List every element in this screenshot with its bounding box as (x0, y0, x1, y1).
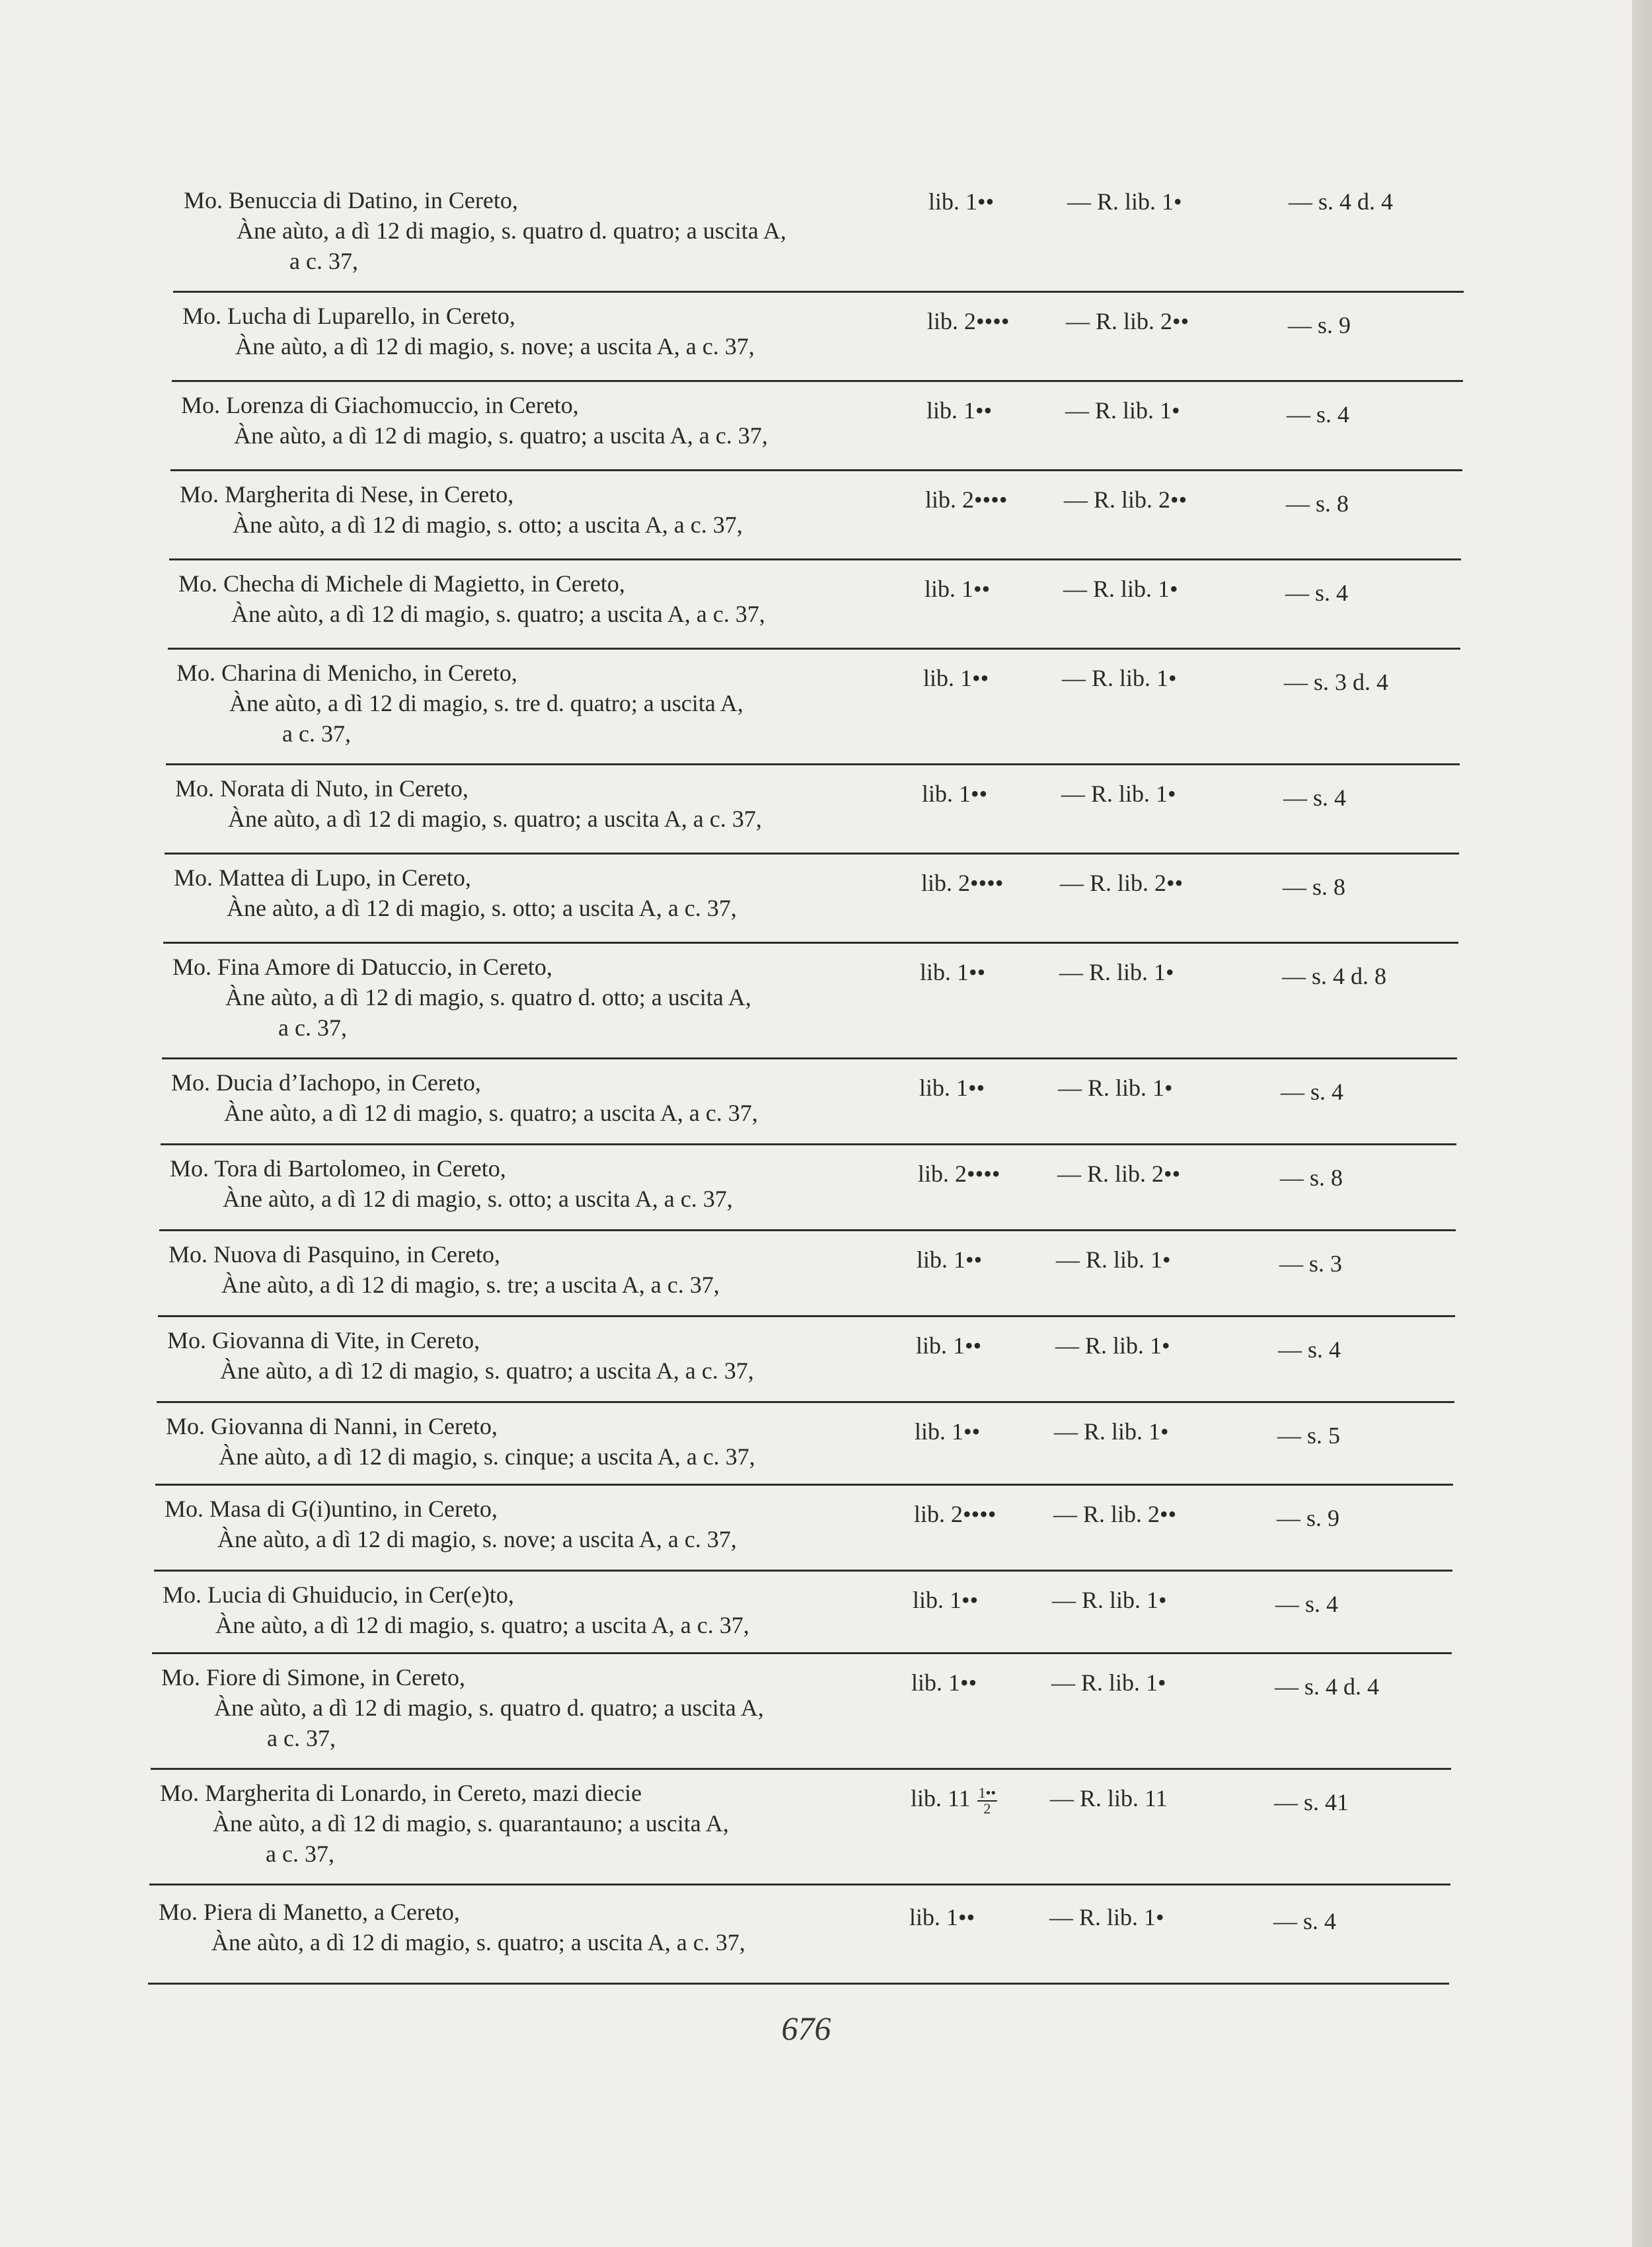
amount-r-lib: — R. lib. 1• (1051, 1669, 1166, 1696)
entry-name: Mo. Lucia di Ghuiducio, in Cer(e)to, (163, 1581, 514, 1608)
amount-r-lib: — R. lib. 1• (1067, 188, 1182, 215)
amount-lib-text: lib. 1•• (916, 1332, 982, 1359)
entry-name: Mo. Giovanna di Vite, in Cereto, (167, 1327, 480, 1353)
entry-name: Mo. Benuccia di Datino, in Cereto, (184, 187, 518, 213)
amount-r-lib: — R. lib. 11 (1050, 1785, 1168, 1811)
entry-text (176, 658, 917, 749)
entry-name: Mo. Charina di Menicho, in Cereto, (176, 660, 517, 686)
entry-name: Mo. Lucha di Luparello, in Cereto, (182, 303, 515, 329)
amount-lib (926, 395, 992, 426)
amount-r-lib: — R. lib. 1• (1052, 1587, 1167, 1613)
entry-divider (173, 291, 1464, 293)
amount-lib (909, 1902, 975, 1932)
amount-r-lib: — R. lib. 2•• (1064, 486, 1187, 513)
entry-divider (162, 1057, 1457, 1059)
amount-soldi: — s. 4 d. 4 (1275, 1673, 1380, 1700)
entry-text (178, 568, 919, 629)
entry-name: Mo. Masa di G(i)untino, in Cereto, (165, 1496, 498, 1522)
entry-divider (172, 380, 1463, 382)
entry-detail: Àne aùto, a dì 12 di magio, s. tre d. quatro; a uscita A, (229, 690, 743, 716)
entry-divider (169, 558, 1461, 560)
entry-text (172, 952, 913, 1043)
amount-soldi: — s. 8 (1280, 1164, 1343, 1191)
amount-soldi: — s. 4 d. 4 (1289, 188, 1394, 215)
entry-divider (155, 1484, 1453, 1486)
amount-lib (920, 957, 985, 987)
amount-r-lib: — R. lib. 1• (1065, 397, 1180, 424)
amount-r-lib: — R. lib. 2•• (1053, 1501, 1177, 1527)
amount-lib (915, 1416, 980, 1447)
entry-divider (148, 1983, 1449, 1985)
amount-r-lib: — R. lib. 1• (1055, 1332, 1170, 1359)
amount-soldi: — s. 4 (1273, 1908, 1337, 1934)
entry-name: Mo. Norata di Nuto, in Cereto, (175, 775, 469, 802)
entry-name: Mo. Giovanna di Nanni, in Cereto, (166, 1413, 498, 1439)
amount-lib (922, 779, 987, 809)
amount-lib-text: lib. 1•• (911, 1669, 977, 1696)
amount-soldi: — s. 4 (1285, 580, 1349, 606)
amount-lib-text: lib. 1•• (923, 665, 989, 691)
amount-soldi: — s. 9 (1288, 312, 1351, 338)
entry-text (171, 1067, 911, 1128)
entry-text (160, 1778, 900, 1869)
entry-divider (152, 1652, 1452, 1654)
amount-soldi: — s. 4 (1281, 1079, 1344, 1105)
amount-lib (921, 868, 1003, 898)
entry-divider (168, 648, 1460, 650)
amount-soldi: — s. 4 (1278, 1336, 1341, 1363)
amount-lib-text: lib. 2•••• (918, 1161, 1000, 1187)
amount-soldi: — s. 8 (1286, 490, 1349, 517)
entry-detail: Àne aùto, a dì 12 di magio, s. otto; a uscita A, a c. 37, (233, 512, 743, 538)
amount-lib-text: lib. 11 (911, 1785, 971, 1811)
entry-divider (158, 1315, 1455, 1317)
amount-lib-text: lib. 1•• (919, 1075, 985, 1101)
entry-name: Mo. Tora di Bartolomeo, in Cereto, (170, 1155, 506, 1182)
entry-name: Mo. Lorenza di Giachomuccio, in Cereto, (181, 392, 579, 418)
amount-soldi: — s. 4 (1283, 784, 1347, 811)
entry-reference: a c. 37, (289, 248, 358, 274)
amount-r-lib: — R. lib. 1• (1062, 665, 1177, 691)
entry-detail: Àne aùto, a dì 12 di magio, s. quarantauno; a uscita A, (213, 1810, 729, 1837)
amount-lib (919, 1073, 985, 1103)
amount-lib-text: lib. 1•• (922, 781, 988, 807)
entry-text (170, 1153, 910, 1214)
entry-detail: Àne aùto, a dì 12 di magio, s. otto; a uscita A, a c. 37, (227, 895, 737, 921)
entry-detail: Àne aùto, a dì 12 di magio, s. otto; a uscita A, a c. 37, (223, 1186, 733, 1212)
amount-lib-text: lib. 2•••• (914, 1501, 996, 1527)
amount-lib-text: lib. 1•• (917, 1246, 983, 1273)
amount-lib (914, 1499, 996, 1529)
entry-divider (151, 1768, 1451, 1770)
amount-r-lib: — R. lib. 2•• (1060, 870, 1183, 896)
amount-lib-text: lib. 1•• (924, 576, 991, 602)
entry-detail: Àne aùto, a dì 12 di magio, s. quatro; a uscita A, a c. 37, (220, 1357, 754, 1384)
amount-r-lib: — R. lib. 2•• (1057, 1161, 1181, 1187)
entry-divider (165, 853, 1459, 855)
entry-text (174, 862, 914, 923)
entry-detail: Àne aùto, a dì 12 di magio, s. cinque; a uscita A, a c. 37, (219, 1443, 755, 1470)
amount-lib-text: lib. 1•• (909, 1904, 975, 1930)
entry-name: Mo. Margherita di Lonardo, in Cereto, mazi diecie (160, 1780, 642, 1806)
amount-lib-text: lib. 1•• (915, 1418, 981, 1445)
amount-lib (923, 663, 989, 693)
entry-detail: Àne aùto, a dì 12 di magio, s. tre; a uscita A, a c. 37, (221, 1272, 720, 1298)
entry-name: Mo. Ducia d’Iachopo, in Cereto, (171, 1069, 481, 1096)
entry-text (159, 1897, 899, 1958)
entry-reference: a c. 37, (278, 1014, 347, 1041)
amount-r-lib: — R. lib. 1• (1056, 1246, 1171, 1273)
amount-lib-text: lib. 2•••• (921, 870, 1004, 896)
amount-lib (928, 186, 994, 217)
entry-detail: Àne aùto, a dì 12 di magio, s. quatro d. quatro; a uscita A, (214, 1695, 764, 1721)
entry-reference: a c. 37, (266, 1841, 334, 1867)
amount-soldi: — s. 41 (1274, 1789, 1349, 1815)
entry-text (169, 1239, 909, 1300)
entry-divider (154, 1570, 1452, 1572)
amount-r-lib: — R. lib. 1• (1058, 1075, 1173, 1101)
amount-r-lib: — R. lib. 1• (1063, 576, 1178, 602)
amount-soldi: — s. 9 (1277, 1505, 1340, 1531)
amount-soldi: — s. 3 (1279, 1250, 1343, 1277)
entry-text (161, 1662, 901, 1753)
entry-text (184, 185, 924, 276)
page-edge (1632, 0, 1652, 2247)
entry-detail: Àne aùto, a dì 12 di magio, s. quatro; a uscita A, a c. 37, (231, 601, 765, 627)
entry-detail: Àne aùto, a dì 12 di magio, s. quatro d. otto; a uscita A, (225, 984, 751, 1010)
entry-detail: Àne aùto, a dì 12 di magio, s. quatro d. quatro; a uscita A, (237, 217, 786, 244)
entry-text (182, 301, 922, 362)
entry-text (163, 1580, 903, 1640)
page-number: 676 (781, 2010, 831, 2047)
entry-divider (166, 763, 1460, 765)
entry-divider (170, 469, 1462, 471)
entry-name: Mo. Checha di Michele di Magietto, in Cereto, (178, 570, 625, 597)
amount-lib (913, 1585, 978, 1615)
amount-lib (917, 1244, 982, 1275)
amount-r-lib: — R. lib. 2•• (1066, 308, 1189, 334)
amount-r-lib: — R. lib. 1• (1049, 1904, 1164, 1930)
amount-lib (911, 1667, 977, 1698)
amount-lib-text: lib. 1•• (928, 188, 995, 215)
amount-soldi: — s. 4 (1275, 1591, 1339, 1617)
entry-text (181, 390, 921, 451)
amount-r-lib: — R. lib. 1• (1059, 959, 1174, 985)
entry-divider (159, 1229, 1456, 1231)
entry-name: Mo. Fina Amore di Datuccio, in Cereto, (172, 954, 552, 980)
fraction-denominator: 2 (983, 1800, 991, 1817)
entry-text (166, 1411, 906, 1472)
entry-reference: a c. 37, (282, 720, 351, 747)
amount-soldi: — s. 4 (1287, 401, 1350, 428)
amount-soldi: — s. 4 d. 8 (1282, 963, 1387, 989)
entry-divider (149, 1884, 1450, 1885)
amount-lib-text: lib. 2•••• (927, 308, 1010, 334)
entry-text (180, 479, 920, 540)
amount-r-lib: — R. lib. 1• (1061, 781, 1176, 807)
amount-lib-text: lib. 2•••• (925, 486, 1008, 513)
amount-lib-text: lib. 1•• (926, 397, 993, 424)
entry-detail: Àne aùto, a dì 12 di magio, s. quatro; a uscita A, a c. 37, (215, 1612, 749, 1638)
amount-lib-text: lib. 1•• (920, 959, 986, 985)
entry-divider (163, 942, 1458, 944)
entry-name: Mo. Margherita di Nese, in Cereto, (180, 481, 514, 508)
amount-soldi: — s. 3 d. 4 (1284, 669, 1389, 695)
entry-text (165, 1494, 905, 1554)
amount-lib-text: lib. 1•• (913, 1587, 979, 1613)
entry-text (175, 773, 915, 834)
amount-lib (916, 1330, 981, 1361)
amount-lib (925, 484, 1007, 515)
entry-detail: Àne aùto, a dì 12 di magio, s. quatro; a uscita A, a c. 37, (228, 806, 762, 832)
entry-text (167, 1325, 907, 1386)
entry-name: Mo. Nuova di Pasquino, in Cereto, (169, 1241, 500, 1268)
amount-lib (918, 1159, 1000, 1189)
entry-detail: Àne aùto, a dì 12 di magio, s. nove; a uscita A, a c. 37, (235, 333, 755, 360)
entry-detail: Àne aùto, a dì 12 di magio, s. nove; a uscita A, a c. 37, (217, 1526, 737, 1552)
entry-name: Mo. Fiore di Simone, in Cereto, (161, 1664, 465, 1691)
entry-divider (157, 1401, 1454, 1403)
amount-soldi: — s. 5 (1277, 1422, 1341, 1449)
entry-detail: Àne aùto, a dì 12 di magio, s. quatro; a uscita A, a c. 37, (224, 1100, 758, 1126)
entry-detail: Àne aùto, a dì 12 di magio, s. quatro; a uscita A, a c. 37, (234, 422, 768, 449)
amount-soldi: — s. 8 (1283, 874, 1346, 900)
amount-fraction (977, 1786, 997, 1816)
amount-lib (924, 574, 990, 604)
amount-r-lib: — R. lib. 1• (1054, 1418, 1169, 1445)
entry-divider (161, 1143, 1456, 1145)
entry-name: Mo. Mattea di Lupo, in Cereto, (174, 864, 471, 891)
amount-lib (927, 306, 1009, 336)
fraction-numerator: 1•• (978, 1784, 996, 1801)
amount-lib (911, 1783, 997, 1816)
entry-name: Mo. Piera di Manetto, a Cereto, (159, 1899, 460, 1925)
entry-reference: a c. 37, (267, 1725, 336, 1751)
entry-detail: Àne aùto, a dì 12 di magio, s. quatro; a uscita A, a c. 37, (211, 1929, 745, 1956)
